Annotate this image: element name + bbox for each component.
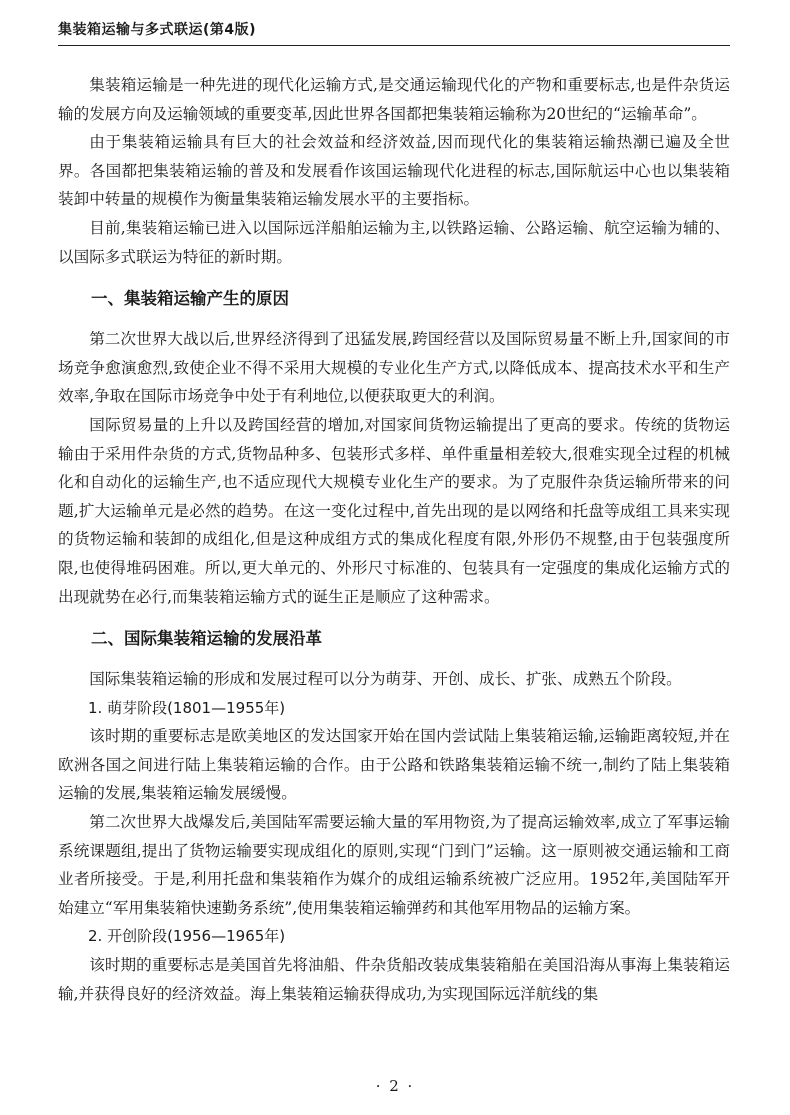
subsection-heading: 1. 萌芽阶段(1801—1955年) [88,698,286,717]
page-content [58,71,730,1008]
paragraph: 集装箱运输是一种先进的现代化运输方式,是交通运输现代化的产物和重要标志,也是件杂货运输的发展方向及运输领域的重要变革,因此世界各国都把集装箱运输称为20世纪的“运输革命”。 [58,76,730,123]
paragraph: 第二次世界大战爆发后,美国陆军需要运输大量的军用物资,为了提高运输效率,成立了军事运输系统课题组,提出了货物运输要实现成组化的原则,实现“门到门”运输。这一原则被交通运输和工商业者所接受。于是,利用托盘和集装箱作为媒介的成组运输系统被广泛应用。1952年,美国陆军开始建立“军用集装箱快速勤务系统”,使用集装箱运输弹药和其他军用物品的运输方案。 [58,813,730,917]
paragraph: 该时期的重要标志是欧美地区的发达国家开始在国内尝试陆上集装箱运输,运输距离较短,并在欧洲各国之间进行陆上集装箱运输的合作。由于公路和铁路集装箱运输不统一,制约了陆上集装箱运输的发展,集装箱运输发展缓慢。 [58,727,730,803]
book-title: 集装箱运输与多式联运(第4版) [58,22,257,38]
subsection-heading: 2. 开创阶段(1956—1965年) [88,927,286,946]
page-number: · 2 · [375,1077,415,1095]
running-header [58,19,730,46]
paragraph: 第二次世界大战以后,世界经济得到了迅猛发展,跨国经营以及国际贸易量不断上升,国家间的市场竞争愈演愈烈,致使企业不得不采用大规模的专业化生产方式,以降低成本、提高技术水平和生产效率,争取在国际市场竞争中处于有利地位,以便获取更大的利润。 [58,330,730,406]
paragraph: 国际集装箱运输的形成和发展过程可以分为萌芽、开创、成长、扩张、成熟五个阶段。 [89,670,682,689]
section-heading: 二、国际集装箱运输的发展沿革 [91,629,322,649]
paragraph: 由于集装箱运输具有巨大的社会效益和经济效益,因而现代化的集装箱运输热潮已遍及全世界。各国都把集装箱运输的普及和发展看作该国运输现代化进程的标志,国际航运中心也以集装箱装卸中转量的规模作为衡量集装箱运输发展水平的主要指标。 [58,133,730,209]
section-heading: 一、集装箱运输产生的原因 [91,289,289,309]
paragraph: 国际贸易量的上升以及跨国经营的增加,对国家间货物运输提出了更高的要求。传统的货物运输由于采用件杂货的方式,货物品种多、包装形式多样、单件重量相差较大,很难实现全过程的机械化和自动化的运输生产,也不适应现代大规模专业化生产的要求。为了克服件杂货运输所带来的问题,扩大运输单元是必然的趋势。在这一变化过程中,首先出现的是以网络和托盘等成组工具来实现的货物运输和装卸的成组化,但是这种成组方式的集成化程度有限,外形仍不规整,由于包装强度所限,也使得堆码困难。所以,更大单元的、外形尺寸标准的、包装具有一定强度的集成化运输方式的出现就势在必行,而集装箱运输方式的诞生正是顺应了这种需求。 [58,415,730,606]
paragraph: 目前,集装箱运输已进入以国际远洋船舶运输为主,以铁路运输、公路运输、航空运输为辅的、以国际多式联运为特征的新时期。 [58,218,730,266]
paragraph: 该时期的重要标志是美国首先将油船、件杂货船改装成集装箱船在美国沿海从事海上集装箱运输,并获得良好的经济效益。海上集装箱运输获得成功,为实现国际远洋航线的集 [58,956,730,1003]
